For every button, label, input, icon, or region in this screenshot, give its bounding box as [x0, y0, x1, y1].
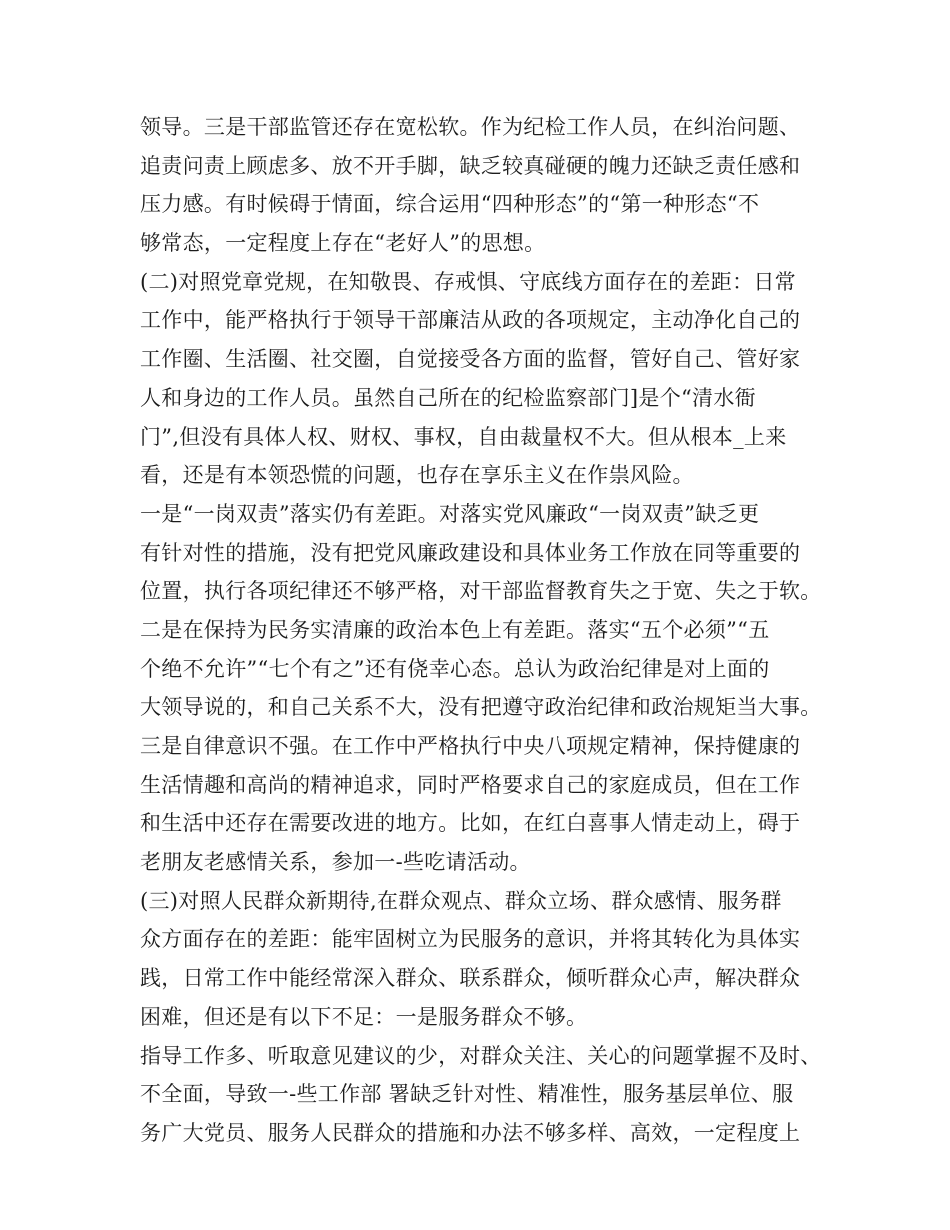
- text-line: 有针对性的措施，没有把党风廉政建设和具体业务工作放在同等重要的: [140, 540, 801, 565]
- text-line: 个绝不允许”“七个有之”还有侥幸心态。总认为政治纪律是对上面的: [140, 656, 770, 681]
- text-line: 不全面，导致一-些工作部 署缺乏针对性、精准性，服务基层单位、服: [140, 1082, 794, 1107]
- text-line: 人和身边的工作人员。虽然自己所在的纪检监察部门]是个“清水衙: [140, 385, 756, 410]
- text-line: 工作圈、生活圈、社交圈，自觉接受各方面的监督，管好自己、管好家: [140, 347, 801, 372]
- text-line: 压力感。有时候碍于情面，综合运用“四种形态”的“第一种形态“不: [140, 192, 760, 217]
- text-line: 指导工作多、听取意见建议的少，对群众关注、关心的问题掌握不及时、: [140, 1043, 822, 1068]
- text-line: 三是自律意识不强。在工作中严格执行中央八项规定精神，保持健康的: [140, 734, 801, 758]
- text-line: 困难，但还是有以下不足：一是服务群众不够。: [140, 1004, 588, 1029]
- text-line: 生活情趣和高尚的精神追求，同时严格要求自己的家庭成员，但在工作: [140, 772, 801, 797]
- text-line: 和生活中还存在需要改进的地方。比如，在红白喜事人情走动上，碍于: [140, 811, 801, 836]
- text-line: 践，日常工作中能经常深入群众、联系群众，倾听群众心声，解决群众: [140, 966, 801, 991]
- text-line: (三)对照人民群众新期待,在群众观点、群众立场、群众感情、服务群: [140, 888, 782, 913]
- text-line: 看，还是有本领恐慌的问题，也存在享乐主义在作祟风险。: [140, 463, 694, 488]
- text-line: 老朋友老感情关系，参加一-些吃请活动。: [140, 850, 531, 875]
- text-line: (二)对照党章党规，在知敬畏、存戒惧、守底线方面存在的差距：日常: [140, 269, 796, 294]
- text-line: 务广大党员、服务人民群众的措施和办法不够多样、高效，一定程度上: [140, 1120, 801, 1145]
- text-line: 工作中，能严格执行于领导干部廉洁从政的各项规定，主动净化自己的: [140, 308, 801, 333]
- text-line: 追责问责上顾虑多、放不开手脚，缺乏较真碰硬的魄力还缺乏责任感和: [140, 153, 801, 178]
- text-line: 门”,但没有具体人权、财权、事权，自由裁量权不大。但从根本_上来: [140, 424, 787, 449]
- text-line: 大领导说的，和自己关系不大，没有把遵守政治纪律和政治规矩当大事。: [140, 695, 822, 720]
- text-line: 领导。三是干部监管还存在宽松软。作为纪检工作人员，在纠治问题、: [140, 115, 801, 139]
- text-line: 够常态，一定程度上存在“老好人”的思想。: [140, 231, 546, 256]
- text-line: 众方面存在的差距：能牢固树立为民服务的意识，并将其转化为具体实: [140, 927, 801, 952]
- text-line: 一是“一岗双责”落实仍有差距。对落实党风廉政“一岗双责”缺乏更: [140, 501, 760, 526]
- text-line: 二是在保持为民务实清廉的政治本色上有差距。落实“五个必须”“五: [140, 617, 770, 642]
- text-line: 位置，执行各项纪律还不够严格，对干部监督教育失之于宽、失之于软。: [140, 579, 822, 604]
- body-text: [140, 108, 840, 1153]
